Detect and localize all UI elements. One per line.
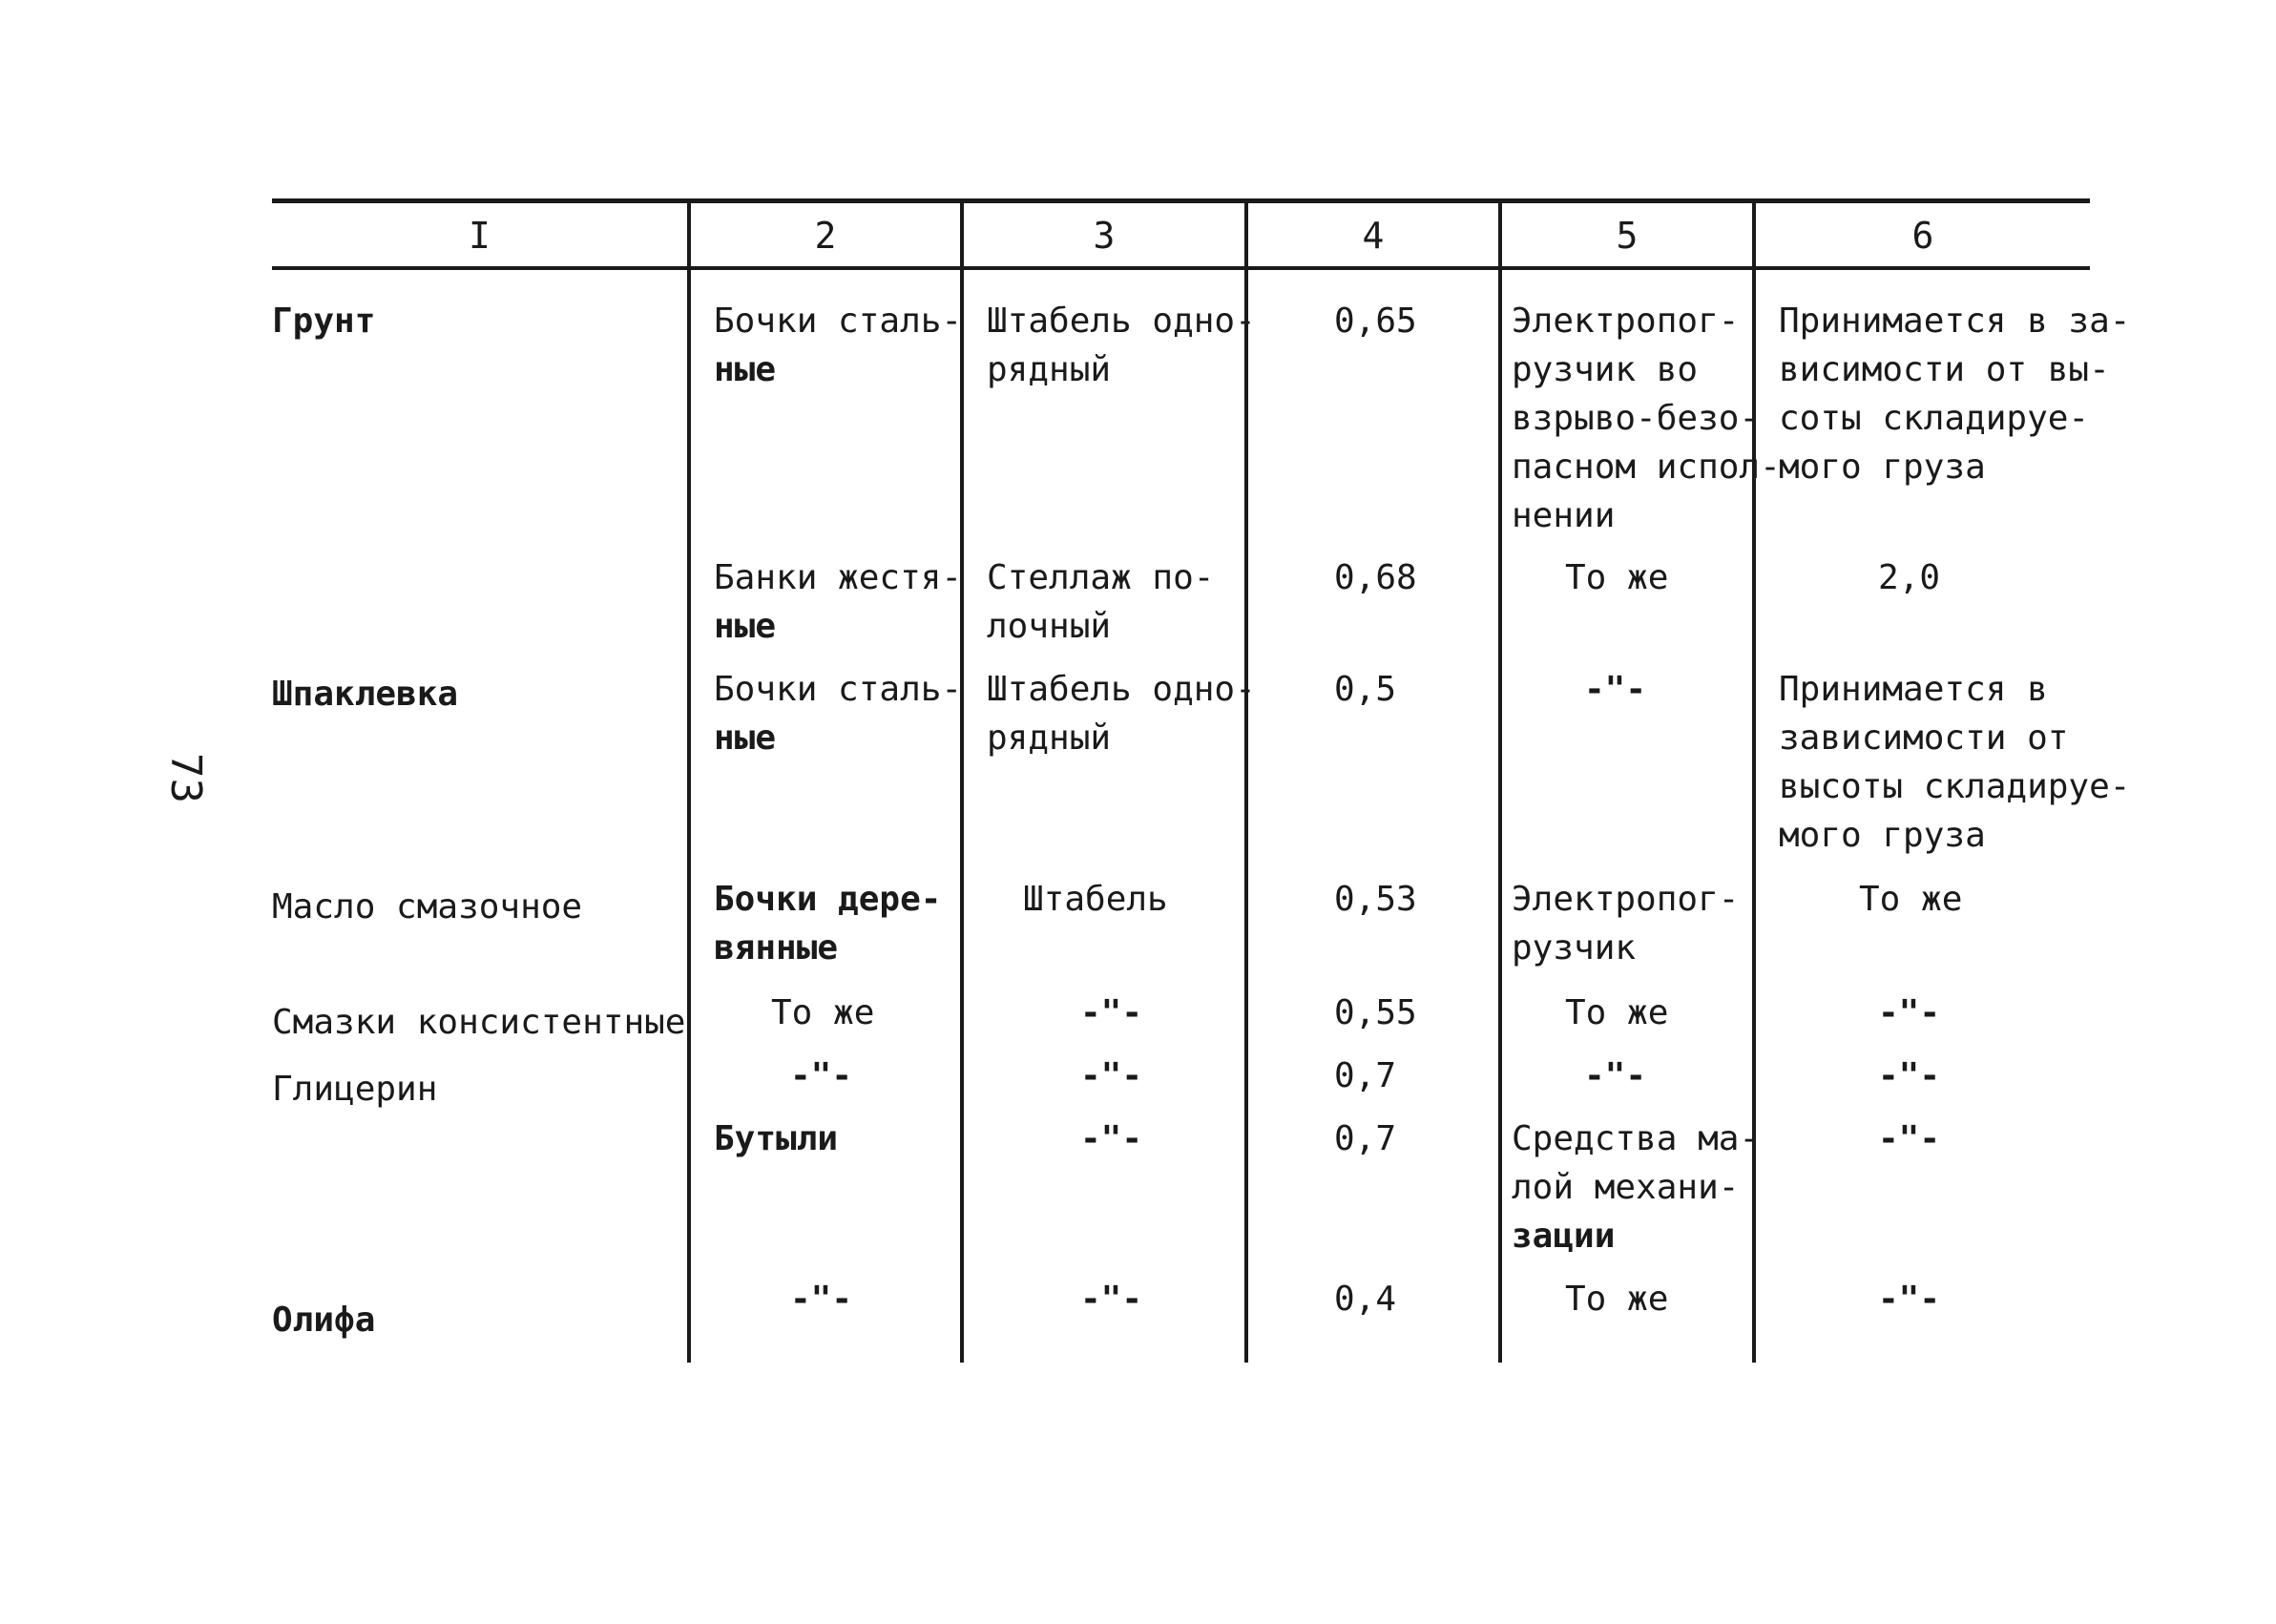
stack-height-cell: Принимается в за- висимости от вы- соты складируе- мого груза — [1779, 302, 2131, 487]
coefficient-value: 0,55 — [1334, 993, 1417, 1032]
coefficient-value: 0,7 — [1334, 1119, 1397, 1158]
coefficient-value: 0,5 — [1334, 670, 1397, 709]
equipment-cell: -"- — [1584, 1056, 1647, 1095]
stack-height-cell: Принимается в зависимости от высоты складируе- мого груза — [1779, 670, 2131, 855]
equipment-cell: То же — [1565, 1280, 1669, 1319]
material-name: Масло смазочное — [272, 887, 583, 927]
equipment-cell: То же — [1565, 993, 1669, 1032]
coefficient-value: 0,7 — [1334, 1056, 1397, 1095]
storage-method-cell: Штабель — [1023, 880, 1168, 919]
material-name: Глицерин — [272, 1070, 438, 1109]
column-header-2: 2 — [814, 215, 837, 257]
material-name: Грунт — [272, 302, 376, 341]
packaging-cell: Банки жестя- ные — [714, 558, 963, 646]
coefficient-value: 0,65 — [1334, 302, 1417, 341]
column-divider — [687, 198, 691, 1363]
equipment-cell: Электропог- рузчик во взрыво-безо- пасном испол- нении — [1512, 302, 1781, 535]
stack-height-cell: 2,0 — [1878, 558, 1941, 597]
coefficient-value: 0,4 — [1334, 1280, 1397, 1319]
coefficient-value: 0,53 — [1334, 880, 1417, 919]
page-number: 73 — [160, 753, 210, 803]
column-header-4: 4 — [1362, 215, 1385, 257]
table-top-rule — [272, 198, 2090, 203]
packaging-cell: -"- — [790, 1280, 853, 1319]
storage-method-cell: -"- — [1080, 1056, 1143, 1095]
material-name: Шпаклевка — [272, 675, 459, 714]
material-name: Олифа — [272, 1301, 376, 1340]
stack-height-cell: То же — [1859, 880, 1963, 919]
equipment-cell: Средства ма- лой механи- зации — [1512, 1119, 1761, 1256]
material-name: Смазки консистентные — [272, 1003, 686, 1042]
storage-method-cell: -"- — [1080, 993, 1143, 1032]
storage-method-cell: Стеллаж по- лочный — [987, 558, 1215, 646]
stack-height-cell: -"- — [1878, 1119, 1941, 1158]
stack-height-cell: -"- — [1878, 993, 1941, 1032]
equipment-cell: -"- — [1584, 670, 1647, 709]
column-header-5: 5 — [1616, 215, 1639, 257]
stack-height-cell: -"- — [1878, 1056, 1941, 1095]
storage-method-cell: Штабель одно- рядный — [987, 670, 1256, 758]
equipment-cell: То же — [1565, 558, 1669, 597]
coefficient-value: 0,68 — [1334, 558, 1417, 597]
stack-height-cell: -"- — [1878, 1280, 1941, 1319]
column-header-3: 3 — [1093, 215, 1116, 257]
packaging-cell: То же — [771, 993, 875, 1032]
storage-method-cell: -"- — [1080, 1280, 1143, 1319]
column-header-6: 6 — [1911, 215, 1934, 257]
equipment-cell: Электропог- рузчик — [1512, 880, 1740, 968]
packaging-cell: -"- — [790, 1056, 853, 1095]
storage-method-cell: -"- — [1080, 1119, 1143, 1158]
column-header-1: I — [469, 215, 491, 257]
packaging-cell: Бутыли — [714, 1119, 839, 1158]
packaging-cell: Бочки сталь- ные — [714, 302, 963, 389]
table-header-rule — [272, 266, 2090, 270]
storage-method-cell: Штабель одно- рядный — [987, 302, 1256, 389]
packaging-cell: Бочки сталь- ные — [714, 670, 963, 758]
column-divider — [1498, 198, 1502, 1363]
packaging-cell: Бочки дере- вянные — [714, 880, 942, 968]
